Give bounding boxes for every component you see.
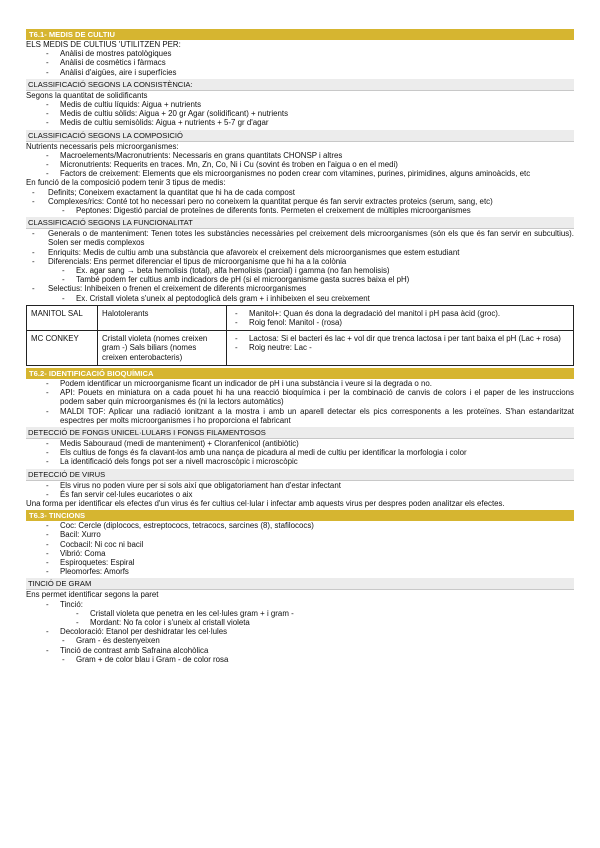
list-item: - També podem fer cultius amb indicadors de pH (si el microorganisme gasta sucres baixa el pH)	[62, 275, 410, 285]
table-cell-name: MANITOL SAL	[27, 305, 98, 330]
list-item: - Anàlisi de cosmètics i fàrmacs	[46, 58, 166, 68]
list-item: - Tinció de contrast amb Safraina alcohòlica	[46, 645, 209, 655]
list-item: - Decoloració: Etanol per deshidratar les cel·lules	[46, 627, 228, 637]
subheader-funcionalitat: CLASSIFICACIÓ SEGONS LA FUNCIONALITAT	[26, 217, 574, 229]
uses-list	[26, 49, 574, 77]
list-item: - La identificació dels fongs pot ser a nivell macroscòpic i microscòpic	[46, 457, 298, 467]
paragraph: ELS MEDIS DE CULTIUS 'UTILITZEN PER:	[26, 40, 181, 49]
table-cell-organism: Cristall violeta (nomes creixen gram -) Sals biliars (nomes creixen enterobacteris)	[98, 331, 227, 366]
list-item: - Gram + de color blau i Gram - de color rosa	[62, 654, 229, 664]
selective-media-table	[26, 305, 574, 366]
list-item: - Selectius: Inhibeixen o frenen el creixement de diferents microorganismes	[32, 284, 307, 294]
table-row	[27, 331, 574, 366]
subheader-tincio-de-gram: TINCIÓ DE GRAM	[26, 578, 574, 590]
list-item: - Roig fenol: Manitol - (rosa)	[235, 318, 342, 328]
list-item: - Pleomorfes: Amorfs	[46, 567, 129, 577]
table-cell-organism: Halotolerants	[98, 305, 227, 330]
list-item: - Manitol+: Quan és dona la degradació del manitol i pH pasa àcid (groc).	[235, 308, 501, 318]
list-item: - És fan servir cel·lules eucariotes o aix	[46, 489, 193, 499]
table-cell-name: MC CONKEY	[27, 331, 98, 366]
list-item: - Els cultius de fongs és fa clavant-los amb una nança de picadura al medi de cultiu per identificar la morfologia i color	[46, 448, 467, 458]
list-item: - Anàlisi d'aigües, aire i superfícies	[46, 67, 177, 77]
list-item: - Medis Sabouraud (medi de manteniment) + Cloranfenicol (antibiòtic)	[46, 438, 299, 448]
section-header-medis-de-cultiu: T6.1- MEDIS DE CULTIU	[26, 29, 574, 40]
list-item: - Complexes/rics: Conté tot ho necessari pero no coneixem la quantitat perque és fan servir extractes proteics (serum, sang, etc)	[32, 196, 493, 206]
paragraph: En funció de la composició podem tenir 3 tipus de medis:	[26, 178, 226, 188]
list-item: - Peptones: Digestió parcial de proteïnes de diferents fonts. Permeten el creixement de múltiples microorganismes	[62, 206, 471, 216]
table-cell-detail	[227, 305, 574, 330]
table-row	[27, 305, 574, 330]
consistency-list	[26, 100, 574, 128]
list-item: - Podem identificar un microorganisme ficant un indicador de pH i una substància i veure si la degrada o no.	[46, 378, 432, 388]
list-item: - Gram - és destenyeixen	[62, 636, 160, 646]
paragraph: Nutrients necessaris pels microorganismes:	[26, 141, 179, 151]
paragraph: Ens permet identificar segons la paret	[26, 590, 159, 600]
list-item: - Espiroquetes: Espiral	[46, 557, 135, 567]
subheader-composicio: CLASSIFICACIÓ SEGONS LA COMPOSICIÓ	[26, 130, 574, 142]
fungi-list	[26, 439, 574, 467]
subheader-virus: DETECCIÓ DE VIRUS	[26, 469, 574, 481]
list-item: - Mordant: No fa color i s'uneix al cristall violeta	[76, 617, 250, 627]
list-item: - API: Pouets en miniatura on a cada pouet hi ha una reacció bioquímica i per la combinació de canvis de colors i el paper de les instruccions podem saber quin microorganismes és (ni la lectors automàtics)	[46, 388, 574, 407]
list-item: - Micronutrients: Requerits en traces. Mn, Zn, Co, Ni i Cu (sovint és troben en l'aigua o en el medi)	[46, 160, 398, 170]
table-cell-detail	[227, 331, 574, 366]
list-item: - Medis de cultiu sòlids: Aigua + 20 gr Agar (solidificant) + nutrients	[46, 109, 289, 119]
list-item: - Lactosa: Si el bacteri és lac + vol dir que trenca lactosa i per tant baixa el pH (Lac + rosa)	[235, 334, 561, 344]
paragraph: Segons la quantitat de solidificants	[26, 90, 148, 100]
functionality-list	[26, 229, 574, 303]
section-header-tincions: T6.3- TINCIONS	[26, 510, 574, 521]
list-item: - Ex. Cristall violeta s'uneix al peptodoglicà dels gram + i inhibeixen el seu creixement	[62, 293, 370, 303]
virus-list	[26, 481, 574, 499]
document-page	[26, 27, 574, 664]
list-item: - Medis de cultiu líquids: Aigua + nutrients	[46, 100, 202, 110]
nutrients-list	[26, 151, 574, 179]
list-item: - Cocbacil: Ni coc ni bacil	[46, 539, 144, 549]
list-item: - Tinció:	[46, 599, 83, 609]
list-item: - Enriquits: Medis de cultiu amb una substància que afavoreix el creixement dels microorganismes que estem estudiant	[32, 247, 460, 257]
list-item: - Els virus no poden viure per si sols així que obligatoriament han d'estar infectant	[46, 480, 341, 490]
list-item: - Ex. agar sang → beta hemolisis (total), alfa hemolisis (parcial) i gamma (no fan hemolisis)	[62, 266, 390, 276]
morphology-list	[26, 521, 574, 576]
list-item: - Factors de creixement: Elements que els microorganismes no poden crear com vitamines, purines, pirimidines, alguns aminoàcids, etc	[46, 169, 531, 179]
list-item: - Cristall violeta que penetra en les cel·lules gram + i gram -	[76, 608, 294, 618]
section-header-identificacio-bioquimica: T6.2- IDENTIFICACIÓ BIOQUÍMICA	[26, 368, 574, 379]
subheader-consistencia: CLASSIFICACIÓ SEGONS LA CONSISTÈNCIA:	[26, 79, 574, 91]
biochem-list	[26, 379, 574, 425]
list-item: - Coc: Cercle (diplococs, estreptococs, tetracocs, sarcines (8), stafilococs)	[46, 521, 314, 531]
list-item: - Bacil: Xurro	[46, 530, 101, 540]
list-item: - Roig neutre: Lac -	[235, 343, 312, 353]
list-item: - Vibrió: Coma	[46, 548, 106, 558]
list-item: - Macroelements/Macronutrients: Necessaris en grans quantitats CHONSP i altres	[46, 150, 343, 160]
list-item: - Generals o de manteniment: Tenen totes les substàncies necessàries pel creixement dels microorganismes (són els que és fan servir en subcultius). Solen ser medis complexos	[32, 229, 574, 248]
list-item: - Medis de cultiu semisòlids: Aigua + nutrients + 5-7 gr d'agar	[46, 118, 269, 128]
list-item: - MALDI TOF: Aplicar una radiació ionitzant a la mostra i amb un aparell detectar els pics corresponents a les proteïnes. S'han estandaritzat espectres per molts microorganismes i ho proporciona el fabricant	[46, 406, 574, 425]
list-item: - Definits; Coneixem exactament la quantitat que hi ha de cada compost	[32, 187, 295, 197]
list-item: - Anàlisi de mostres patològiques	[46, 49, 172, 59]
paragraph: Una forma per identificar els efectes d'un virus és fer cultius cel·lular i infectar amb aquests virus per despres poden analitzar els efectes.	[26, 498, 505, 508]
list-item: - Diferencials: Ens permet diferenciar el tipus de microorganisme que hi ha a la colònia	[32, 256, 347, 266]
subheader-fongs: DETECCIÓ DE FONGS UNICEL·LULARS I FONGS FILAMENTOSOS	[26, 427, 574, 439]
gram-list	[26, 600, 574, 664]
medis-types-list	[26, 188, 574, 216]
